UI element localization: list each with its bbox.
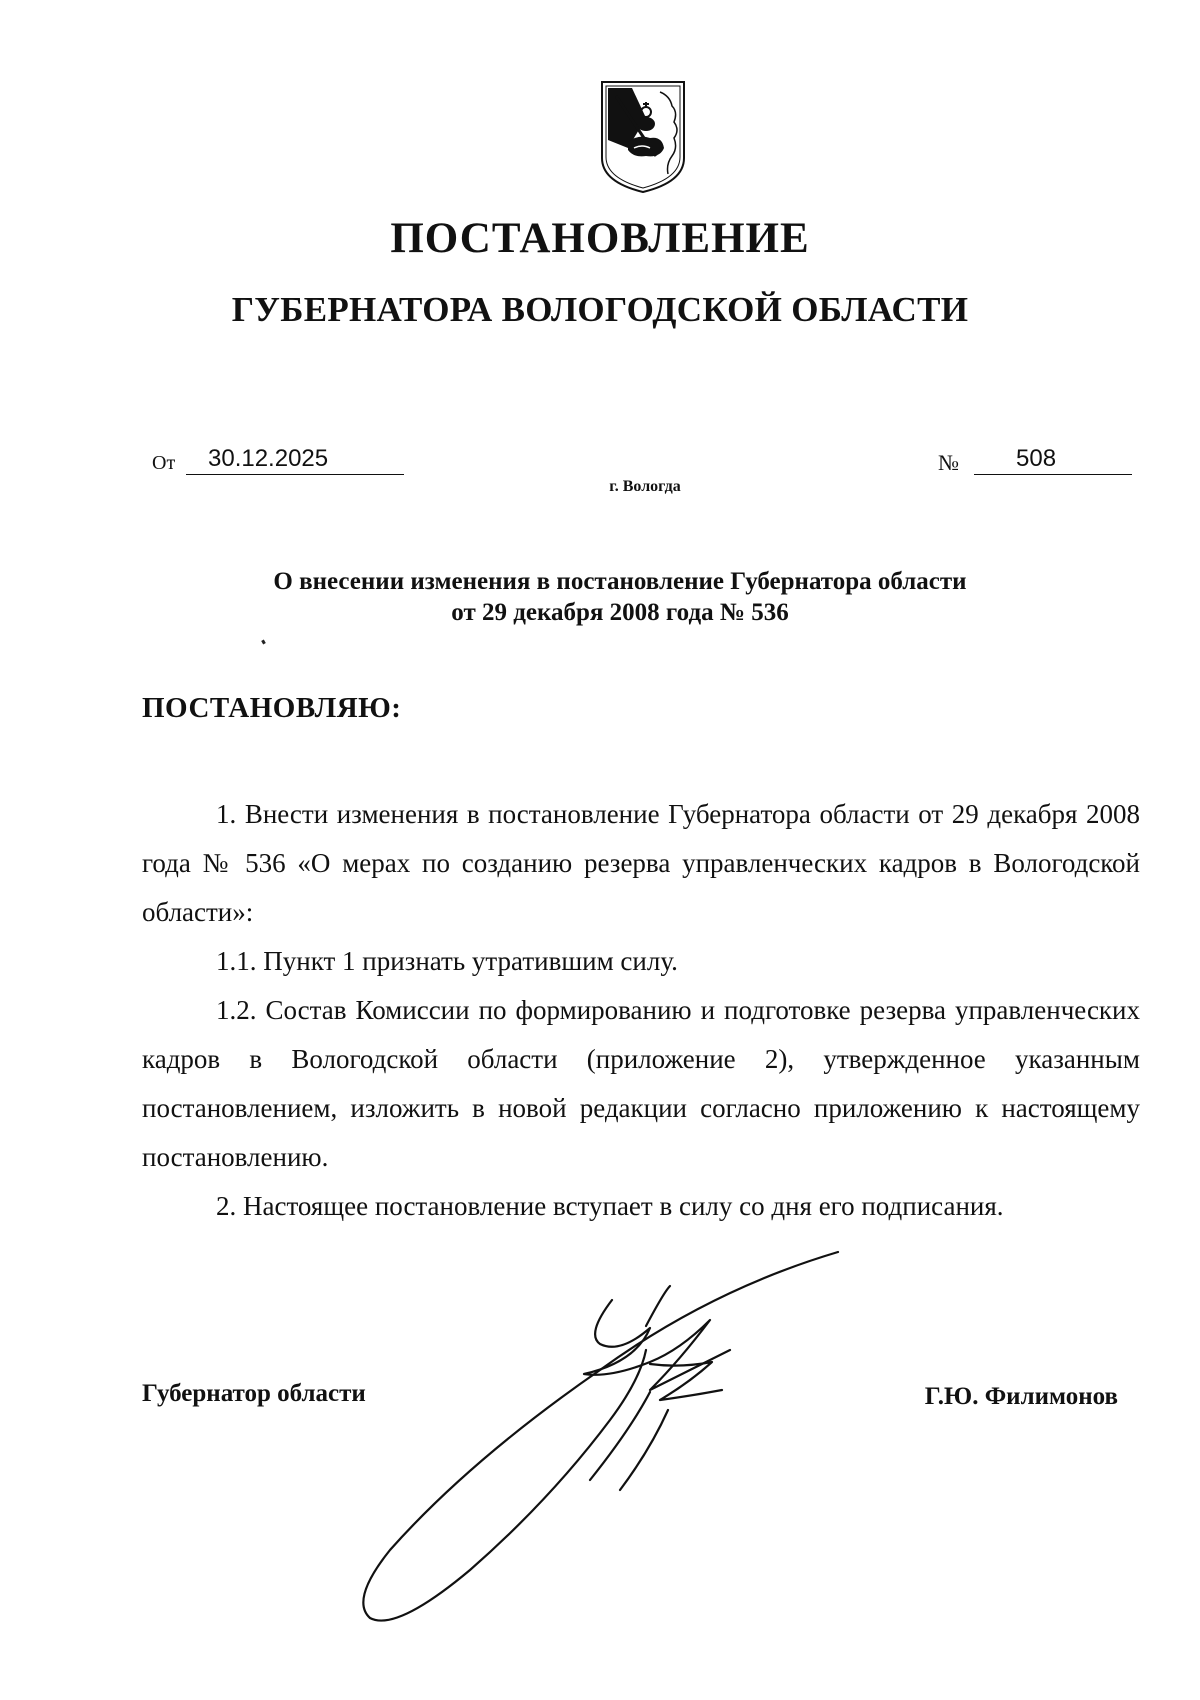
signer-title: Губернатор области [142, 1380, 366, 1407]
date-prefix: От [152, 452, 176, 474]
coat-of-arms-icon [598, 78, 688, 196]
decree-word: ПОСТАНОВЛЯЮ: [142, 692, 402, 724]
document-subtitle: ГУБЕРНАТОРА ВОЛОГОДСКОЙ ОБЛАСТИ [231, 290, 969, 329]
number-prefix: № [938, 450, 959, 475]
document-body [142, 790, 1140, 1231]
handwritten-signature-icon [350, 1250, 930, 1630]
document-number: 508 [974, 445, 1132, 475]
city: г. Вологда [609, 478, 681, 495]
document-date: 30.12.2025 [186, 445, 404, 475]
paragraph-1: 1. Внести изменения в постановление Губернатора области от 29 декабря 2008 года № 536 «О мерах по созданию резерва управленческих кадров в Вологодской области»: [142, 799, 1140, 927]
subject-line-2: от 29 декабря 2008 года № 536 [451, 599, 789, 626]
subject-line-1: О внесении изменения в постановление Губернатора области [273, 568, 967, 595]
scan-mark [261, 640, 266, 645]
document-subject [150, 566, 1090, 628]
paragraph-1-1: 1.1. Пункт 1 признать утратившим силу. [216, 946, 678, 976]
document-title: ПОСТАНОВЛЕНИЕ [390, 215, 810, 262]
signer-name: Г.Ю. Филимонов [924, 1383, 1118, 1410]
paragraph-2: 2. Настоящее постановление вступает в силу со дня его подписания. [216, 1191, 1004, 1221]
paragraph-1-2: 1.2. Состав Комиссии по формированию и подготовке резерва управленческих кадров в Вологодской области (приложение 2), утвержденное указанным постановлением, изложить в новой редакции согласно приложению к настоящему постановлению. [142, 995, 1140, 1172]
